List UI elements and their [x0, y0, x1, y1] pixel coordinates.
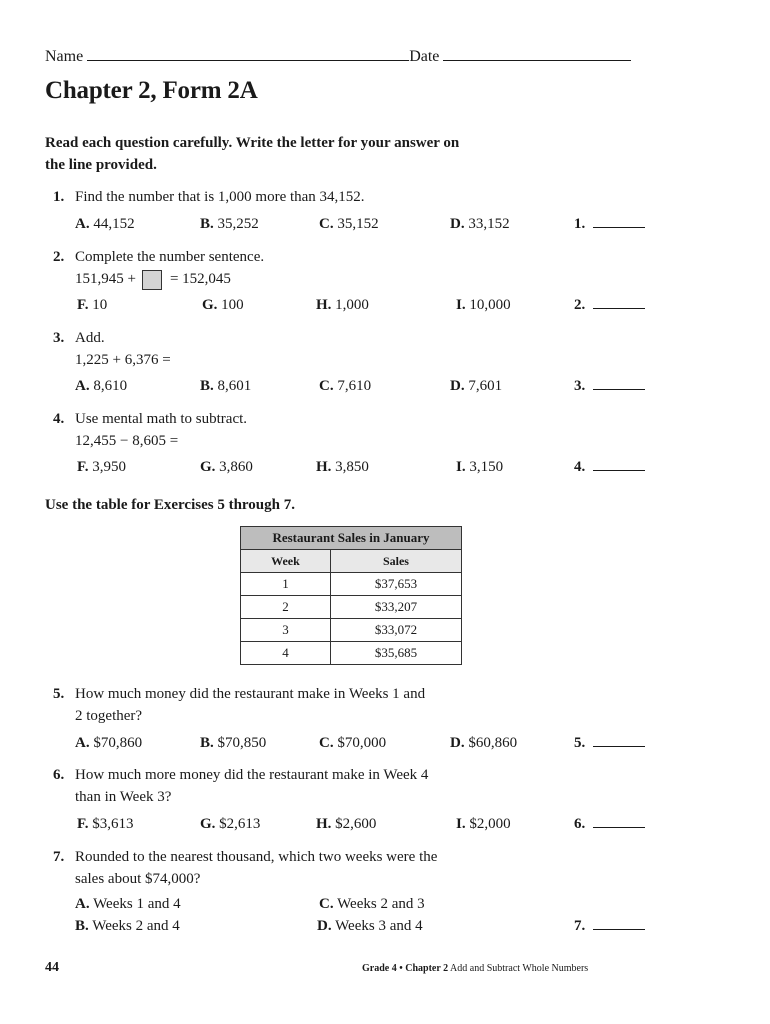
option-c[interactable]: C. Weeks 2 and 3 [319, 896, 425, 912]
date-field[interactable] [443, 46, 631, 61]
sales-cell: $37,653 [330, 573, 461, 596]
instructions [45, 132, 459, 176]
week-cell: 1 [241, 573, 331, 596]
table-row [241, 642, 462, 665]
number-sentence: 151,945 + = 152,045 [75, 268, 231, 290]
answer-line-6[interactable]: 6. [574, 813, 645, 835]
table-row [241, 619, 462, 642]
missing-number-box [142, 270, 162, 290]
answer-line-2[interactable]: 2. [574, 294, 645, 316]
option-f[interactable]: F. 10 [77, 297, 108, 313]
option-g[interactable]: G. 100 [202, 297, 244, 313]
answer-line-4[interactable]: 4. [574, 456, 645, 478]
option-h[interactable]: H. $2,600 [316, 816, 377, 832]
page-title: Chapter 2, Form 2A [45, 77, 258, 104]
date-label: Date [409, 48, 440, 65]
table-caption: Restaurant Sales in January [241, 527, 462, 550]
question-text: Complete the number sentence. [75, 249, 265, 265]
option-c[interactable]: C. $70,000 [319, 735, 387, 751]
option-b[interactable]: B. Weeks 2 and 4 [75, 918, 180, 934]
question-text-cont: sales about $74,000? [75, 871, 201, 887]
footer-grade-chapter: Grade 4 • Chapter 2 [362, 963, 449, 974]
question-number: 1. [53, 189, 65, 205]
question-expression: 1,225 + 6,376 = [75, 352, 171, 368]
column-header-week: Week [241, 550, 331, 573]
option-i[interactable]: I. $2,000 [456, 816, 511, 832]
question-number: 3. [53, 330, 65, 346]
question-text: Find the number that is 1,000 more than 34,152. [75, 189, 365, 205]
option-i[interactable]: I. 10,000 [456, 297, 511, 313]
option-a[interactable]: A. 44,152 [75, 216, 135, 232]
name-field[interactable] [87, 46, 409, 61]
option-a[interactable]: A. $70,860 [75, 735, 143, 751]
answer-line-7[interactable]: 7. [574, 915, 645, 937]
sales-cell: $33,207 [330, 596, 461, 619]
table-row [241, 596, 462, 619]
name-label: Name [45, 48, 84, 65]
option-b[interactable]: B. 35,252 [200, 216, 259, 232]
question-number: 5. [53, 686, 65, 702]
question-number: 2. [53, 249, 65, 265]
option-a[interactable]: A. 8,610 [75, 378, 128, 394]
table-row [241, 573, 462, 596]
answer-line-1[interactable]: 1. [574, 213, 645, 235]
question-text: Rounded to the nearest thousand, which two weeks were the [75, 849, 438, 865]
option-b[interactable]: B. $70,850 [200, 735, 267, 751]
answer-line-5[interactable]: 5. [574, 732, 645, 754]
question-number: 6. [53, 767, 65, 783]
option-b[interactable]: B. 8,601 [200, 378, 252, 394]
option-d[interactable]: D. 33,152 [450, 216, 510, 232]
footer-chapter-title: Add and Subtract Whole Numbers [450, 963, 589, 974]
question-text: Use mental math to subtract. [75, 411, 248, 427]
question-text: Add. [75, 330, 105, 346]
week-cell: 2 [241, 596, 331, 619]
option-d[interactable]: D. Weeks 3 and 4 [317, 918, 423, 934]
option-i[interactable]: I. 3,150 [456, 459, 504, 475]
week-cell: 4 [241, 642, 331, 665]
page-number: 44 [45, 960, 59, 975]
question-text-cont: than in Week 3? [75, 789, 172, 805]
option-c[interactable]: C. 35,152 [319, 216, 379, 232]
sales-cell: $35,685 [330, 642, 461, 665]
option-g[interactable]: G. $2,613 [200, 816, 261, 832]
instructions-line-1: Read each question carefully. Write the letter for your answer on [45, 135, 460, 151]
sales-cell: $33,072 [330, 619, 461, 642]
column-header-sales: Sales [330, 550, 461, 573]
week-cell: 3 [241, 619, 331, 642]
option-g[interactable]: G. 3,860 [200, 459, 253, 475]
question-number: 4. [53, 411, 65, 427]
option-h[interactable]: H. 1,000 [316, 297, 369, 313]
question-number: 7. [53, 849, 65, 865]
option-f[interactable]: F. $3,613 [77, 816, 134, 832]
answer-line-3[interactable]: 3. [574, 375, 645, 397]
question-text: How much more money did the restaurant make in Week 4 [75, 767, 429, 783]
question-expression: 12,455 − 8,605 = [75, 433, 179, 449]
option-d[interactable]: D. $60,860 [450, 735, 518, 751]
table-intro: Use the table for Exercises 5 through 7. [45, 497, 295, 513]
instructions-line-2: the line provided. [45, 157, 157, 173]
option-c[interactable]: C. 7,610 [319, 378, 372, 394]
question-text: How much money did the restaurant make in Weeks 1 and [75, 686, 426, 702]
option-f[interactable]: F. 3,950 [77, 459, 127, 475]
footer-chapter-info [362, 963, 588, 974]
name-date-line [45, 46, 631, 66]
sales-table [240, 526, 462, 665]
option-d[interactable]: D. 7,601 [450, 378, 503, 394]
option-h[interactable]: H. 3,850 [316, 459, 369, 475]
option-a[interactable]: A. Weeks 1 and 4 [75, 896, 181, 912]
question-text-cont: 2 together? [75, 708, 143, 724]
